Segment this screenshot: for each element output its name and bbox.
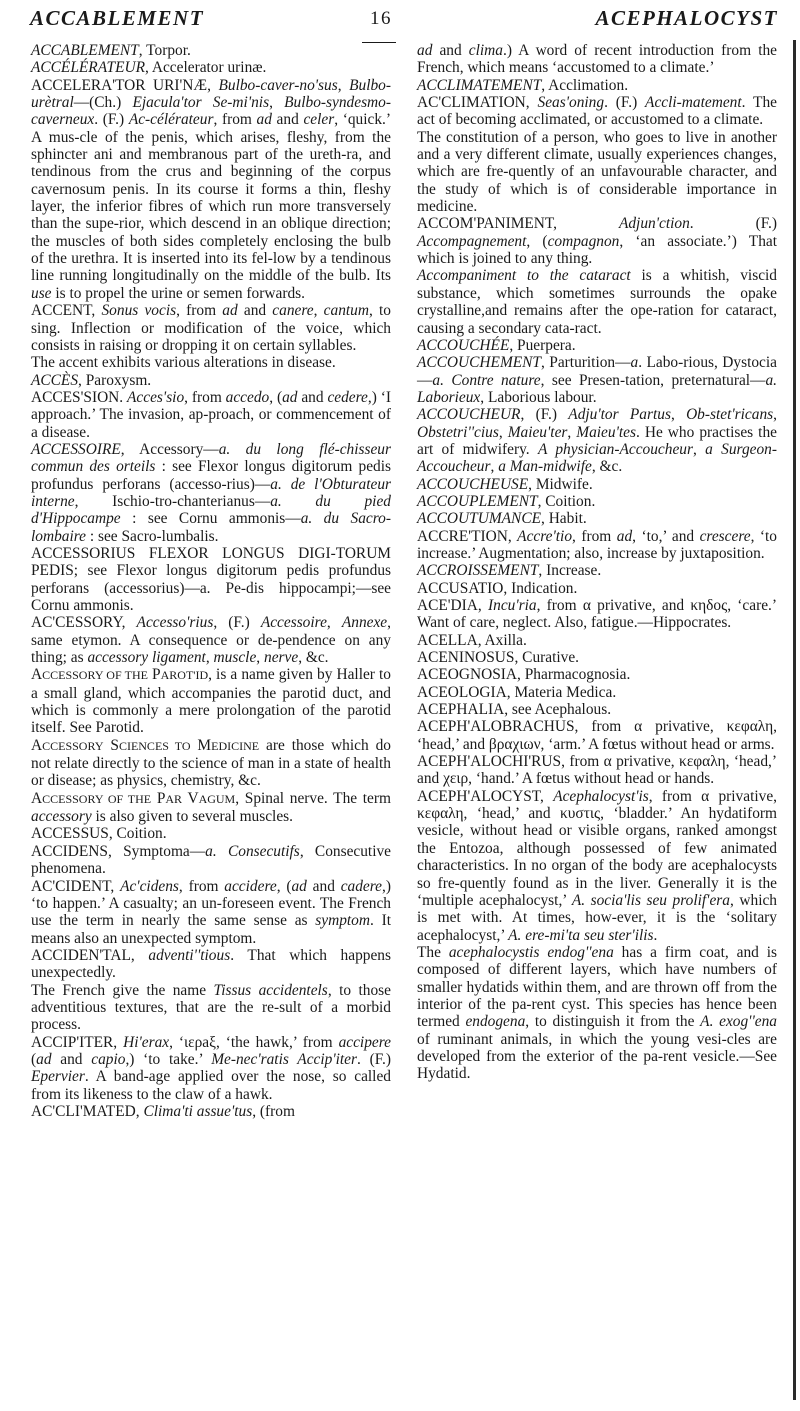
dictionary-entry: ACCUSATIO, Indication.: [417, 579, 578, 597]
dictionary-entry: ACENINOSUS, Curative.: [417, 649, 580, 667]
dictionary-entry: ACCES'SION. Acces'sio, from accedo, (ad and cedere,) ‘I approach.’ The invasion, ap-proach, or commencement of a disease.: [31, 388, 391, 441]
dictionary-entry: ACCÉLÉRATEUR, Accelerator urinæ.: [31, 59, 267, 77]
dictionary-entry: ACCOUCHEUR, (F.) Adju'tor Partus, Ob-stet'ricans, Obstetri''cius, Maieu'ter, Maieu'tes. He who practises the art of midwifery. A physician-Accoucheur, a Surgeon-Accoucheur, a Man-midwife, &c.: [417, 406, 777, 476]
dictionary-entry: ACCIDEN'TAL, adventi''tious. That which happens unexpectedly.: [31, 946, 391, 982]
dictionary-entry: ACCRE'TION, Accre'tio, from ad, ‘to,’ and crescere, ‘to increase.’ Augmentation; also, increase by juxtaposition.: [417, 527, 777, 562]
dictionary-entry: ad and clima.) A word of recent introduction from the French, which means ‘accustomed to a climate.’: [417, 42, 777, 77]
dictionary-entry: AC'CLIMATION, Seas'oning. (F.) Accli-matement. The act of becoming acclimated, or accustomed to a climate.: [417, 94, 777, 129]
dictionary-entry: ACCOUCHÉE, Puerpera.: [417, 336, 576, 354]
dictionary-entry: The acephalocystis endog''ena has a firm coat, and is composed of different layers, which have numbers of smaller hydatids within them, and are thrown off from the interior of the pa-rent cyst. This species has hence been termed endogena, to distinguish it from the A. exog''ena of ruminant animals, in which the young vesi-cles are developed from the exterior of the pa-rent vesicle.—See Hydatid.: [417, 943, 778, 1083]
dictionary-entry: ACCROISSEMENT, Increase.: [417, 562, 602, 580]
dictionary-entry: ACCIP'ITER, Hi'erax, ‘ιερaξ, ‘the hawk,’ from accipere (ad and capio,) ‘to take.’ Me-nec'ratis Accip'iter. (F.) Epervier. A band-age applied over the nose, so called from its likeness to the claw of a hawk.: [31, 1033, 392, 1103]
dictionary-entry: ACCESSUS, Coition.: [31, 825, 167, 843]
left-column: [31, 42, 391, 1120]
dictionary-entry: ACEOLOGIA, Materia Medica.: [417, 683, 617, 701]
dictionary-entry: ACCESSORY OF THE PAROT'ID, is a name given by Haller to a small gland, which accompanies the parotid duct, and which is commonly a mere prolongation of the parotid itself. See Parotid.: [31, 666, 391, 737]
header-first-word: ACCABLEMENT: [30, 6, 205, 30]
dictionary-entry: ACCESSORY OF THE PAR VAGUM, Spinal nerve. The term accessory is also given to several muscles.: [31, 789, 391, 826]
dictionary-entry: ACCESSOIRE, Accessory—a. du long flé-chisseur commun des orteils : see Flexor longus digitorum pedis profundus perforans (accesso-rius)—a. de l'Obturateur interne, Ischio-tro-chanterianus—a. du pied d'Hippocampe : see Cornu ammonis—a. du Sacro-lombaire : see Sacro-lumbalis.: [31, 440, 392, 545]
dictionary-entry: ACCABLEMENT, Torpor.: [31, 42, 191, 59]
dictionary-entry: Accompaniment to the cataract is a whitish, viscid substance, which sometimes surrounds the opake crystalline,and remains after the ope-ration for cataract, causing a secondary cata-ract.: [417, 267, 778, 337]
dictionary-entry: ACCIDENS, Symptoma—a. Consecutifs, Consecutive phenomena.: [31, 842, 392, 878]
dictionary-entry: ACCLIMATEMENT, Acclimation.: [417, 76, 629, 94]
header-last-word: ACEPHALOCYST: [595, 6, 778, 30]
dictionary-entry: The French give the name Tissus accidentels, to those adventitious textures, that are the re-sult of a morbid process.: [31, 981, 391, 1034]
dictionary-entry: ACEPH'ALOBRACHUS, from α privative, κεφαλη, ‘head,’ and βραχιων, ‘arm.’ A fœtus without head or arms.: [417, 718, 777, 753]
dictionary-entry: The constitution of a person, who goes to live in another and a very different climate, usually experiences changes, which are fre-quently of an unfavourable character, and the study of which is of considerable importance in medicine.: [417, 128, 777, 216]
dictionary-entry: ACCOUCHEMENT, Parturition—a. Labo-rious, Dystocia—a. Contre nature, see Presen-tation, preternatural—a. Laborieux, Laborious labour.: [417, 354, 777, 406]
dictionary-entry: ACEOGNOSIA, Pharmacognosia.: [417, 666, 631, 684]
dictionary-entry: AC'CLI'MATED, Clima'ti assue'tus, (from: [31, 1102, 295, 1120]
dictionary-entry: ACCOUPLEMENT, Coition.: [417, 492, 596, 510]
dictionary-entry: ACE'DIA, Incu'ria, from α privative, and κηδος, ‘care.’ Want of care, neglect. Also, fatigue.—Hippocrates.: [417, 597, 777, 632]
dictionary-entry: ACEPH'ALOCHI'RUS, from α privative, κεφαλη, ‘head,’ and χειρ, ‘hand.’ A fœtus without head or hands.: [417, 753, 777, 788]
page-edge-shadow: [793, 40, 796, 1400]
right-column: [417, 42, 777, 1083]
dictionary-entry: ACCESSORIUS FLEXOR LONGUS DIGI-TORUM PEDIS; see Flexor longus digitorum pedis profundus perforans (accessorius)—a. Pe-dis hippocampi;—see Cornu ammonis.: [31, 544, 391, 614]
dictionary-entry: ACCELERA'TOR URI'NÆ, Bulbo-caver-no'sus, Bulbo-urètral—(Ch.) Ejacula'tor Se-mi'nis, Bulbo-syndesmo-caverneux. (F.) Ac-célérateur, from ad and celer, ‘quick.’ A mus-cle of the penis, which arises, fleshy, from the sphincter ani and membranous part of the ureth-ra, and tendinous from the crus and beginning of the corpus cavernosum penis. In its course it forms a thin, fleshy layer, the inferior fibres of which run more transversely than the supe-rior, which descend in an oblique direction; the muscles of both sides completely enclosing the bulb of the urethra. It is inserted into its fel-low by a tendinous line running longitudinally on the middle of the bulb. Its use is to propel the urine or semen forwards.: [31, 76, 391, 302]
dictionary-entry: ACEPHALIA, see Acephalous.: [417, 701, 612, 719]
dictionary-entry: ACCESSORY SCIENCES TO MEDICINE are those which do not relate directly to the science of man in a state of health or disease; as physics, chemistry, &c.: [31, 736, 391, 790]
dictionary-entry: ACCENT, Sonus vocis, from ad and canere, cantum, to sing. Inflection or modification of the voice, which consists in raising or dropping it on certain syllables.: [31, 302, 392, 354]
dictionary-entry: ACEPH'ALOCYST, Acephalocyst'is, from α privative, κεφαλη, ‘head,’ and κυστις, ‘bladder.’ An hydatiform vesicle, without head or visible organs, ranked amongst the Entozoa, although possessed of few animated characteristics. In no organ of the body are acephalocysts so fre-quently found as in the liver. Generally it is the ‘multiple acephalocyst,’ A. socia'lis seu prolif'era, which is met with. At times, how-ever, it is the ‘solitary acephalocyst,’ A. ere-mi'ta seu ster'ilis.: [417, 787, 778, 944]
dictionary-entry: AC'CESSORY, Accesso'rius, (F.) Accessoire, Annexe, same etymon. A consequence or de-pendence on any thing; as accessory ligament, muscle, nerve, &c.: [31, 614, 391, 667]
dictionary-entry: ACCOUCHEUSE, Midwife.: [417, 475, 593, 493]
page-number: 16: [370, 8, 392, 29]
dictionary-entry: ACELLA, Axilla.: [417, 631, 527, 649]
dictionary-entry: ACCOM'PANIMENT, Adjun'ction. (F.) Accompagnement, (compagnon, ‘an associate.’) That which is joined to any thing.: [417, 215, 777, 268]
dictionary-entry: The accent exhibits various alterations in disease.: [31, 354, 336, 372]
dictionary-entry: ACCOUTUMANCE, Habit.: [417, 510, 587, 528]
dictionary-entry: ACCÈS, Paroxysm.: [31, 371, 152, 389]
dictionary-entry: AC'CIDENT, Ac'cidens, from accidere, (ad and cadere,) ‘to happen.’ A casualty; an un-foreseen event. The French use the term in nearly the same sense as symptom. It means also an unexpected symptom.: [31, 877, 391, 947]
